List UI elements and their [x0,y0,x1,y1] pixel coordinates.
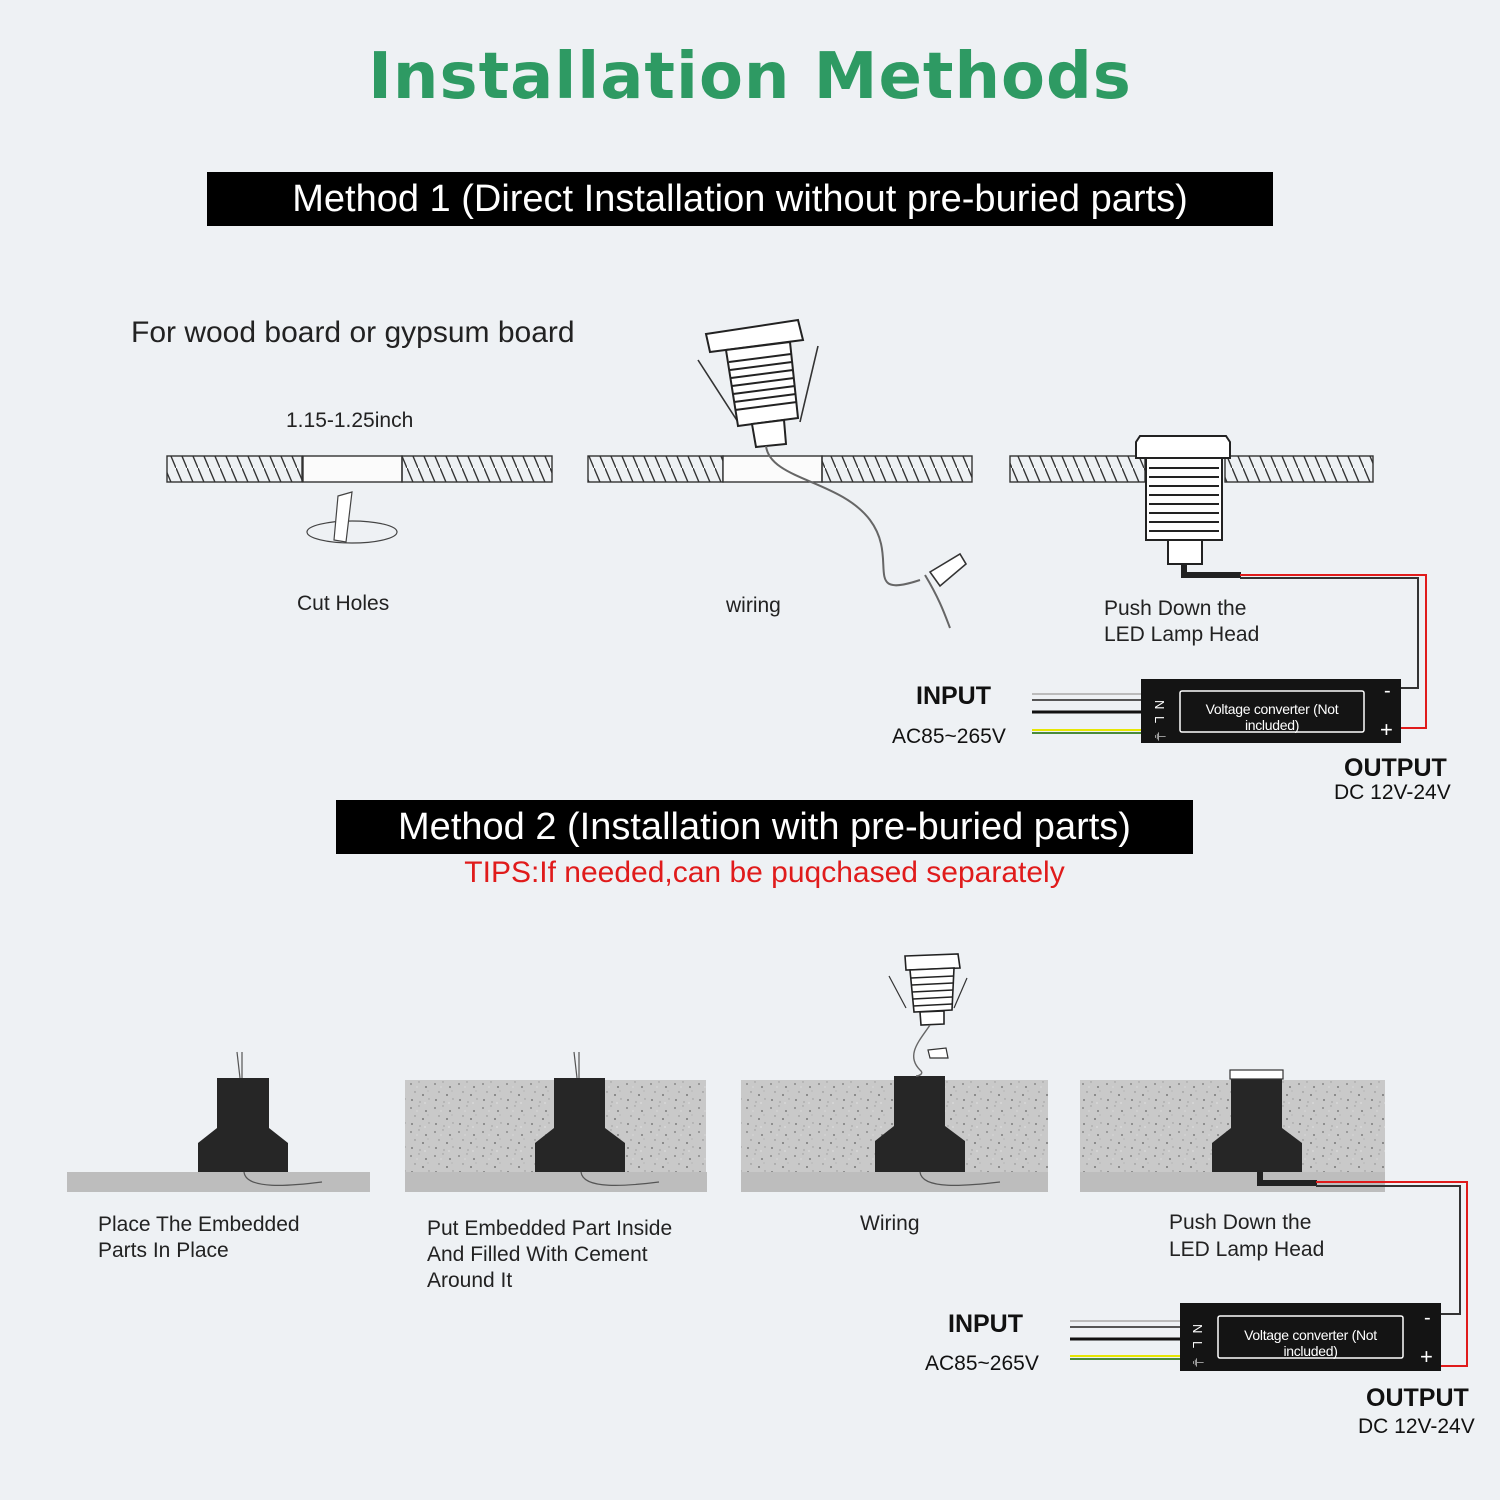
svg-text:L: L [1190,1341,1205,1349]
svg-text:⏚: ⏚ [1190,1356,1205,1370]
converter-label-2: Voltage converter (Not included) [1244,1327,1377,1359]
step-wiring: wiring [726,594,781,617]
board-wiring [588,456,972,482]
output-voltage-2: DC 12V-24V [1358,1415,1475,1438]
input-label-2: INPUT [948,1310,1023,1338]
converter-label-1: Voltage converter (Not included) [1205,701,1339,733]
svg-text:-: - [1384,680,1391,702]
method2-tips: TIPS:If needed,can be puqchased separately [464,856,1065,889]
step2-line2: And Filled With Cement [427,1243,648,1266]
step2-line1: Put Embedded Part Inside [427,1217,673,1240]
input-wires-1 [1032,694,1142,733]
input-voltage-2: AC85~265V [925,1352,1039,1375]
svg-text:L: L [1152,716,1167,724]
step-cut-holes: Cut Holes [297,592,390,615]
svg-text:N: N [1190,1324,1205,1334]
embedded-part-1 [198,1052,322,1185]
step-push-down-line1: Push Down the [1104,597,1247,620]
output-label-2: OUTPUT [1366,1384,1469,1412]
board-cut-holes [167,456,552,482]
step4-line1: Push Down the [1169,1211,1312,1234]
svg-text:+: + [1420,1344,1433,1369]
hole-saw-icon [307,492,397,543]
input-wires-2 [1070,1321,1181,1359]
step-push-down-line2: LED Lamp Head [1104,623,1260,646]
svg-text:N: N [1152,700,1167,710]
dimension-label: 1.15-1.25inch [286,409,414,432]
slab-step1 [67,1172,370,1192]
lamp-small-tilted-icon [889,954,967,1076]
svg-text:⏚: ⏚ [1152,730,1167,744]
svg-text:+: + [1380,717,1393,742]
input-label-1: INPUT [916,682,991,710]
step4-line2: LED Lamp Head [1169,1238,1325,1261]
method1-banner: Method 1 (Direct Installation without pre-buried parts) [207,172,1273,226]
step1-line1: Place The Embedded [98,1213,300,1236]
input-voltage-1: AC85~265V [892,725,1006,748]
output-label-1: OUTPUT [1344,754,1447,782]
page-title: Installation Methods [368,40,1132,114]
step3-label: Wiring [860,1212,920,1235]
method1-subtitle: For wood board or gypsum board [131,316,575,349]
method2-banner: Method 2 (Installation with pre-buried parts) [336,800,1193,854]
lamp-installed-icon [1136,436,1241,578]
svg-text:-: - [1424,1307,1431,1329]
step2-line3: Around It [427,1269,513,1292]
step1-line2: Parts In Place [98,1239,229,1262]
output-voltage-1: DC 12V-24V [1334,781,1451,804]
